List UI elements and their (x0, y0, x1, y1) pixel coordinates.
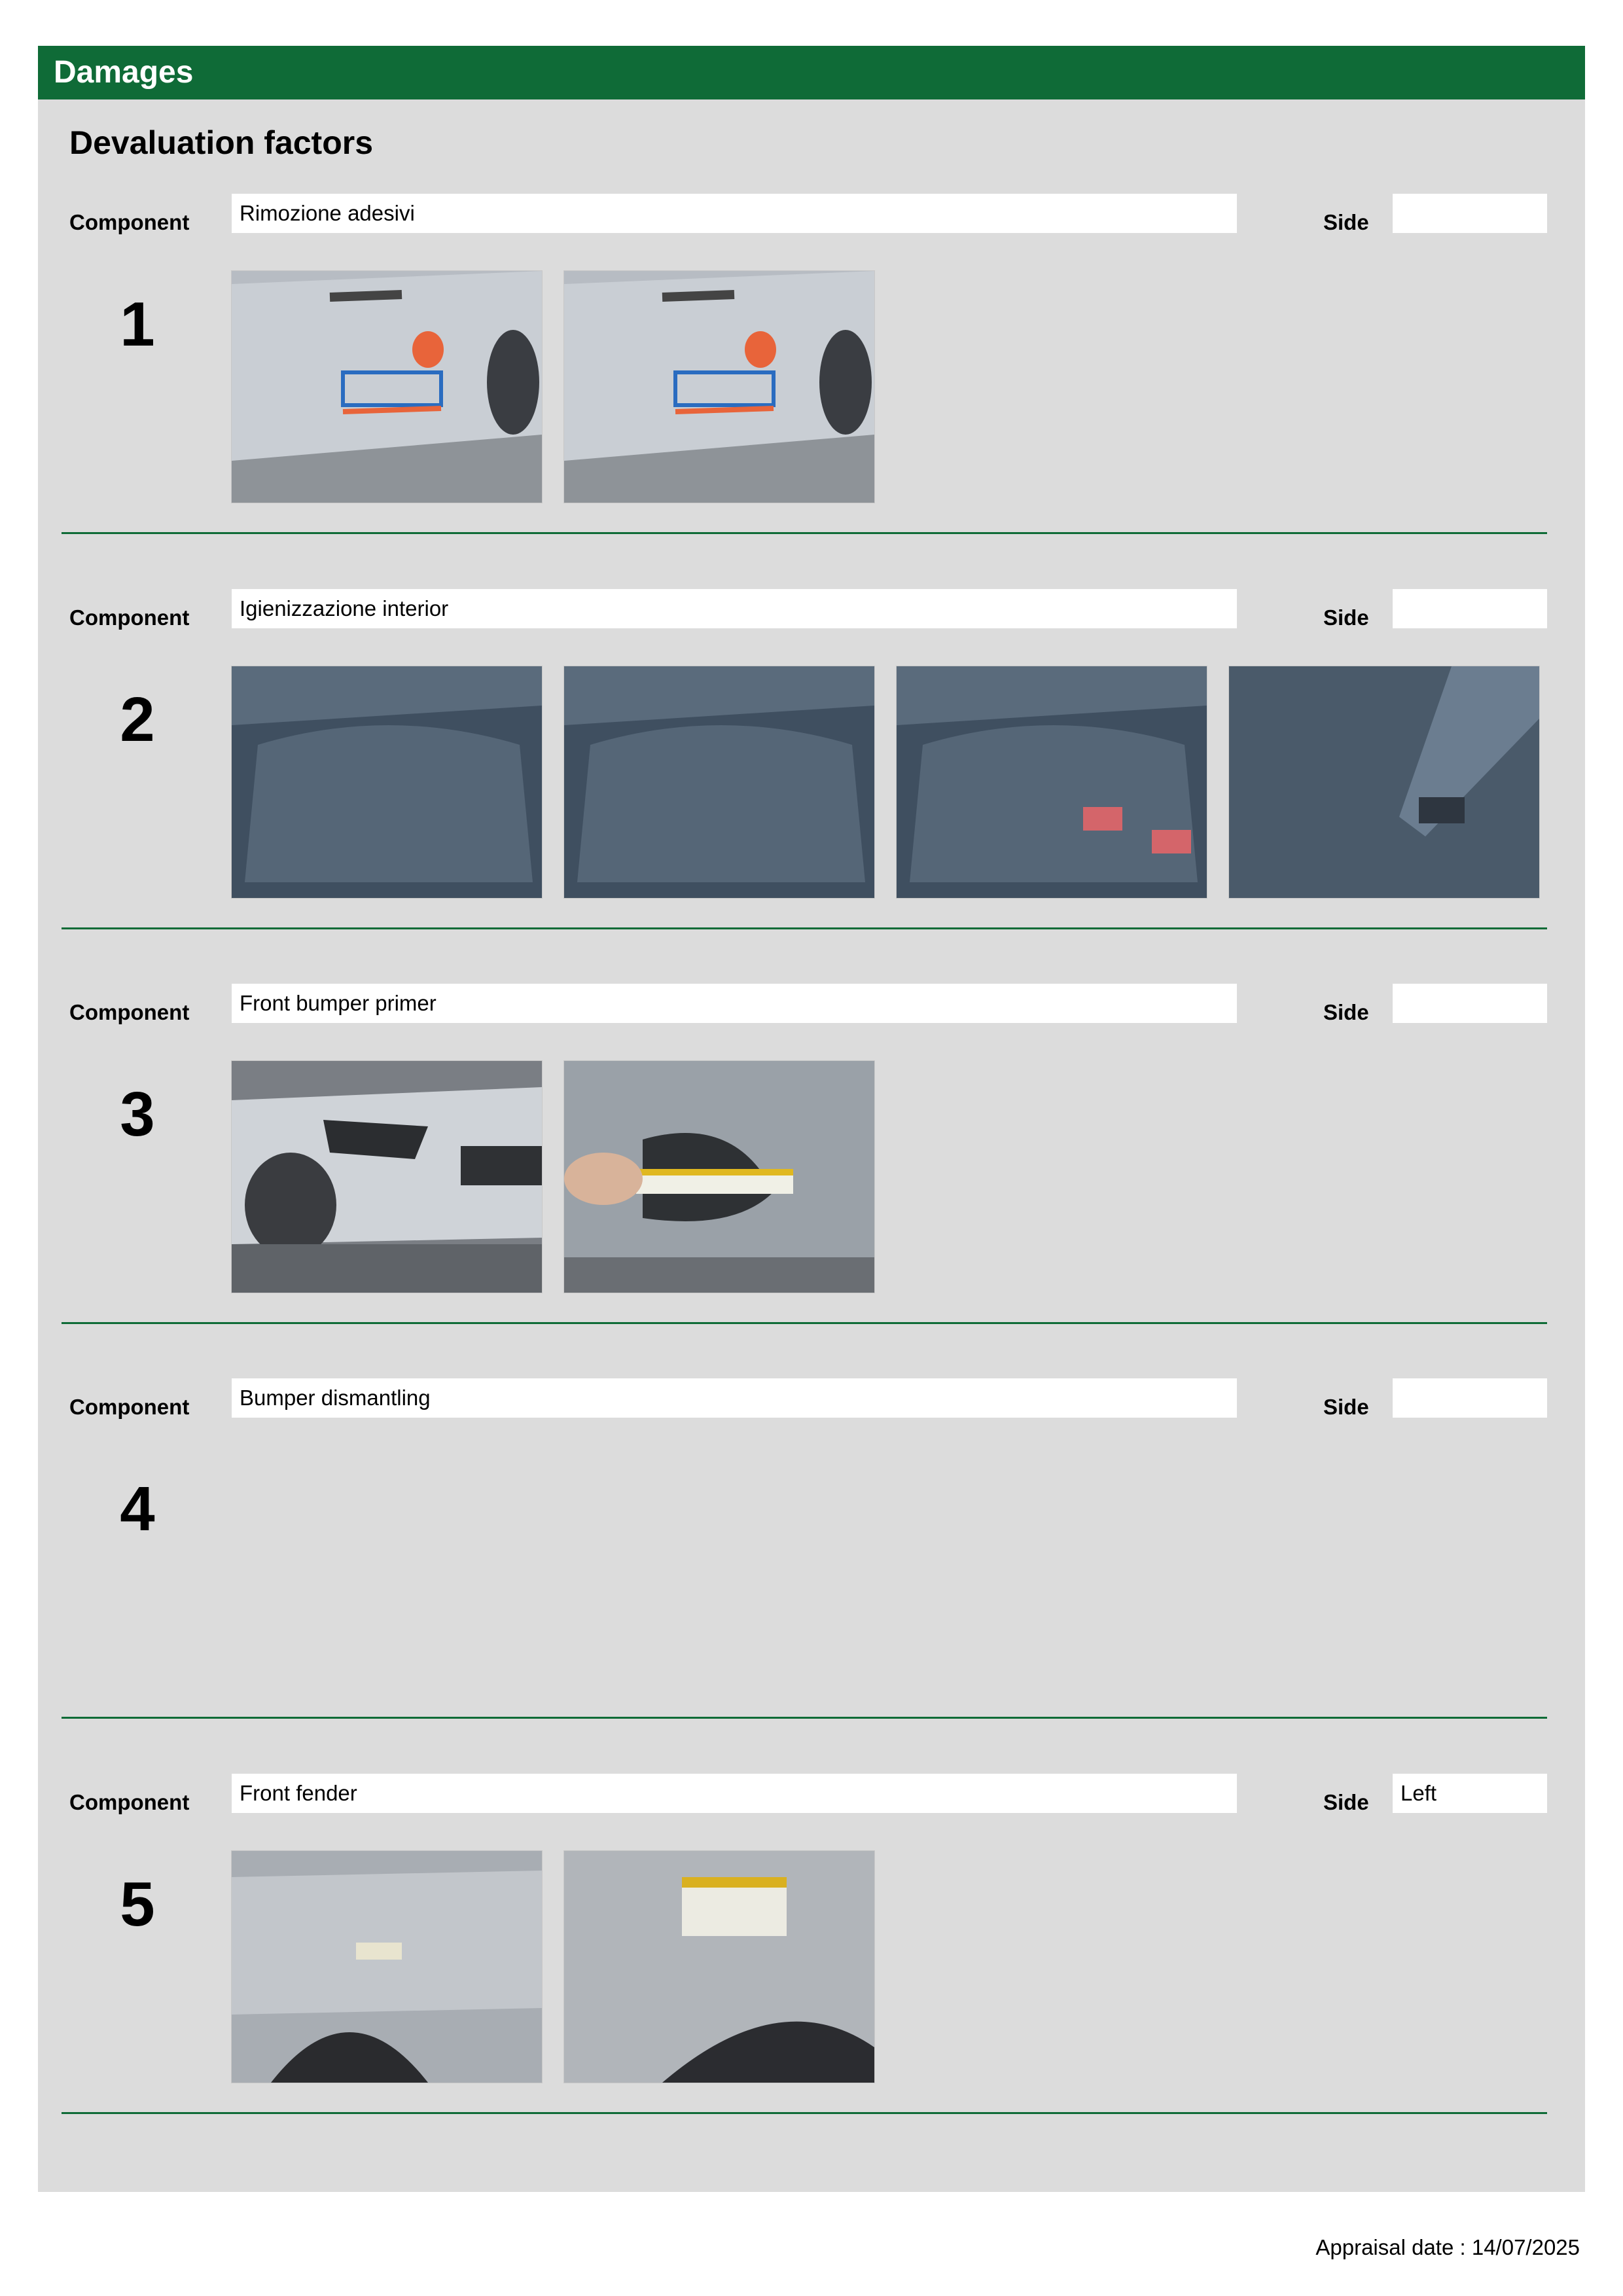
component-field: Bumper dismantling (232, 1378, 1237, 1418)
side-label: Side (1323, 1790, 1369, 1814)
component-field: Rimozione adesivi (232, 194, 1237, 233)
component-field: Igienizzazione interior (232, 589, 1237, 628)
side-label: Side (1323, 1000, 1369, 1024)
damage-row (0, 1774, 1623, 2168)
component-label: Component (69, 1395, 190, 1419)
component-label: Component (69, 1790, 190, 1814)
row-divider (62, 1717, 1547, 1719)
seat-photo[interactable] (232, 666, 542, 898)
appraisal-date: Appraisal date : 14/07/2025 (1315, 2235, 1580, 2259)
row-number: 4 (120, 1474, 155, 1544)
side-field (1393, 984, 1547, 1023)
side-field (1393, 1378, 1547, 1418)
side-label: Side (1323, 210, 1369, 234)
header-title: Damages (54, 55, 194, 90)
row-divider (62, 532, 1547, 534)
car-door-sticker-photo[interactable] (232, 271, 542, 503)
row-divider (62, 927, 1547, 929)
damage-row (0, 984, 1623, 1378)
row-divider (62, 2112, 1547, 2114)
side-field: Left (1393, 1774, 1547, 1813)
section-title: Devaluation factors (69, 124, 374, 161)
row-number: 3 (120, 1079, 155, 1149)
rear-seat-photo[interactable] (897, 666, 1207, 898)
bumper-gauge-photo[interactable] (564, 1061, 874, 1293)
row-number: 5 (120, 1869, 155, 1939)
component-label: Component (69, 210, 190, 234)
component-label: Component (69, 605, 190, 630)
component-field: Front fender (232, 1774, 1237, 1813)
front-bumper-photo[interactable] (232, 1061, 542, 1293)
side-label: Side (1323, 1395, 1369, 1419)
header-bar (38, 46, 1585, 99)
row-number: 1 (120, 289, 155, 359)
component-label: Component (69, 1000, 190, 1024)
component-field: Front bumper primer (232, 984, 1237, 1023)
damage-row (0, 1378, 1623, 1772)
fender-gauge-photo[interactable] (564, 1851, 874, 2083)
seat-photo[interactable] (564, 666, 874, 898)
car-door-sticker-photo[interactable] (564, 271, 874, 503)
damage-row (0, 589, 1623, 983)
side-label: Side (1323, 605, 1369, 630)
row-divider (62, 1322, 1547, 1324)
side-field (1393, 194, 1547, 233)
seat-belt-photo[interactable] (1229, 666, 1539, 898)
front-fender-photo[interactable] (232, 1851, 542, 2083)
row-number: 2 (120, 685, 155, 755)
side-field (1393, 589, 1547, 628)
damage-row (0, 194, 1623, 588)
